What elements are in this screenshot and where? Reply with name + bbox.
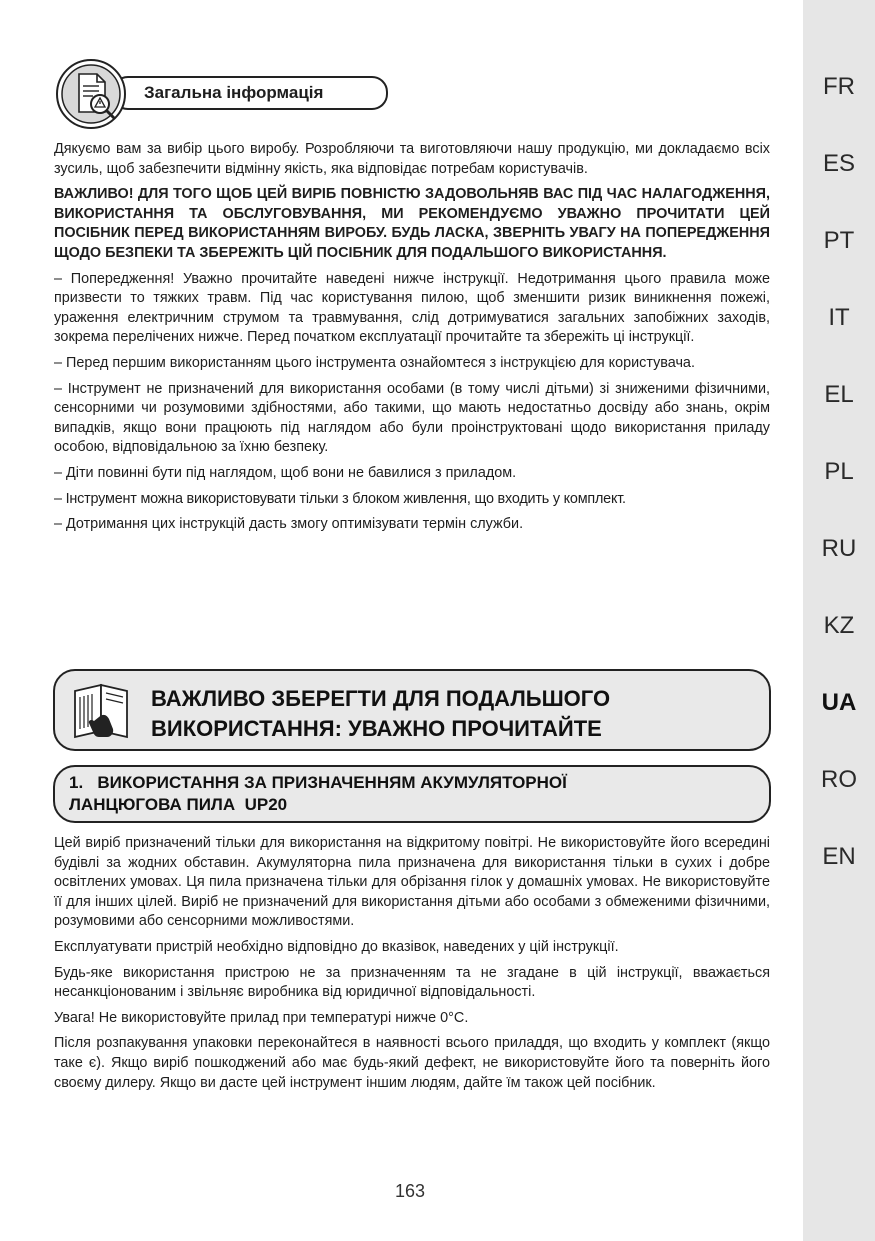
lang-pl[interactable]: PL — [824, 458, 854, 485]
lang-ua[interactable]: UA — [821, 689, 857, 716]
lang-ro[interactable]: RO — [821, 766, 857, 793]
intro-paragraph: Дякуємо вам за вибір цього виробу. Розробляючи та виготовляючи нашу продукцію, ми докладаємо всіх зусиль, щоб забезпечити відмінну якість, яка відповідає потребам користувачів. — [54, 141, 770, 177]
section-1-title — [69, 772, 759, 816]
lang-es[interactable]: ES — [822, 150, 855, 177]
important-paragraph: ВАЖЛИВО! ДЛЯ ТОГО ЩОБ ЦЕЙ ВИРІБ ПОВНІСТЮ ЗАДОВОЛЬНЯВ ВАС ПІД ЧАС НАЛАГОДЖЕННЯ, ВИКОРИСТАННЯ ТА ОБСЛУГОВУВАННЯ, МИ РЕКОМЕНДУЄМО УВАЖНО ПРОЧИТАТИ ЦЕЙ ПОСІБНИК ПЕРЕД ВИКОРИСТАННЯМ ВИРОБУ. БУДЬ ЛАСКА, ЗВЕРНІТЬ УВАГУ НА ПОПЕРЕДЖЕННЯ ЩОДО БЕЗПЕКИ ТА ЗБЕРЕЖІТЬ ЦІЙ ПОСІБНИК ДЛЯ ПОДАЛЬШОГО ВИКОРИСТАННЯ. — [54, 186, 770, 261]
lang-it[interactable]: IT — [828, 304, 850, 331]
section-1-text — [54, 834, 770, 1099]
section-1-title-line1: 1. ВИКОРИСТАННЯ ЗА ПРИЗНАЧЕННЯМ АКУМУЛЯТОРНОЇ — [69, 773, 567, 792]
language-sidebar — [803, 0, 875, 1241]
page-number: 163 — [394, 1181, 426, 1201]
read-carefully-title — [151, 684, 711, 744]
read-carefully-box — [53, 669, 771, 751]
section-header-title: Загальна інформація — [144, 83, 324, 102]
misuse-paragraph: Будь-яке використання пристрою не за призначенням та не згадане в цій інструкції, вважається несанкціонованим і звільняє виробника від юридичної відповідальності. — [54, 964, 770, 1001]
section-header-pill — [112, 76, 388, 110]
warning-paragraph: – Попередження! Уважно прочитайте наведені нижче інструкції. Недотримання цього правила може призвести то тяжких травм. Під час користування пилою, щоб зменшити ризик виникнення пожежі, ураження електричним струмом та травмування, слід дотримуватися загальних запобіжних заходів, зокрема перелічених нижче. Перед початком експлуатації прочитайте та збережіть ці інструкції. — [54, 270, 770, 346]
section-1-header — [53, 765, 771, 823]
lang-el[interactable]: EL — [824, 381, 854, 408]
general-info-text — [54, 140, 770, 541]
section-1-title-line2: ЛАНЦЮГОВА ПИЛА UP20 — [69, 795, 288, 814]
lang-en[interactable]: EN — [822, 843, 856, 870]
lang-pt[interactable]: PT — [823, 227, 855, 254]
unpacking-paragraph: Після розпакування упаковки переконайтеся в наявності всього приладдя, що входить у комплект (якщо таке є). Якщо виріб пошкоджений або має будь-який дефект, не використовуйте його та поверніть його своєму дилеру. Якщо ви дасте цей інструмент іншим людям, дайте їм також цей посібник. — [54, 1035, 770, 1091]
document-warning-icon — [55, 58, 127, 130]
lang-fr[interactable]: FR — [823, 73, 855, 100]
read-carefully-line2: ВИКОРИСТАННЯ: УВАЖНО ПРОЧИТАЙТЕ — [151, 716, 602, 741]
lifetime-paragraph: – Дотримання цих інструкцій дасть змогу оптимізувати термін служби. — [54, 516, 524, 533]
read-carefully-line1: ВАЖЛИВО ЗБЕРЕГТИ ДЛЯ ПОДАЛЬШОГО — [151, 686, 611, 711]
persons-paragraph: – Інструмент не призначений для використання особами (в тому числі дітьми) зі зниженими фізичними, сенсорними чи розумовими здібностями, або такими, що мають недостатньо досвіду або знань, окрім випадків, якщо вони працюють під наглядом або були проінструктовані щодо використання приладу особою, відповідальною за їхню безпеку. — [54, 380, 770, 456]
lang-kz[interactable]: KZ — [823, 612, 855, 639]
lang-ru[interactable]: RU — [821, 535, 857, 562]
first-use-paragraph: – Перед першим використанням цього інструмента ознайомтеся з інструкцією для користувача. — [54, 354, 695, 371]
read-manual-icon — [69, 677, 135, 743]
children-paragraph: – Діти повинні бути під наглядом, щоб вони не бавилися з приладом. — [54, 464, 517, 481]
temperature-paragraph: Увага! Не використовуйте прилад при температурі нижче 0°C. — [54, 1009, 469, 1026]
power-supply-paragraph: – Інструмент можна використовувати тільки з блоком живлення, що входить у комплект. — [54, 490, 626, 507]
intended-use-paragraph: Цей виріб призначений тільки для використання на відкритому повітрі. Не використовуйте його всередині будівлі за жодних обставин. Акумуляторна пила призначена для використання тільки в сухих і добре освітлених умовах. Ця пила призначена тільки для обрізання гілок у домашніх умовах. Не використовуйте її для інших цілей. Виріб не призначений для використання дітьми або особами з обмеженими фізичними, розумовими або сенсорними можливостями. — [54, 835, 770, 930]
instructions-paragraph: Експлуатувати пристрій необхідно відповідно до вказівок, наведених у цій інструкції. — [54, 938, 619, 955]
